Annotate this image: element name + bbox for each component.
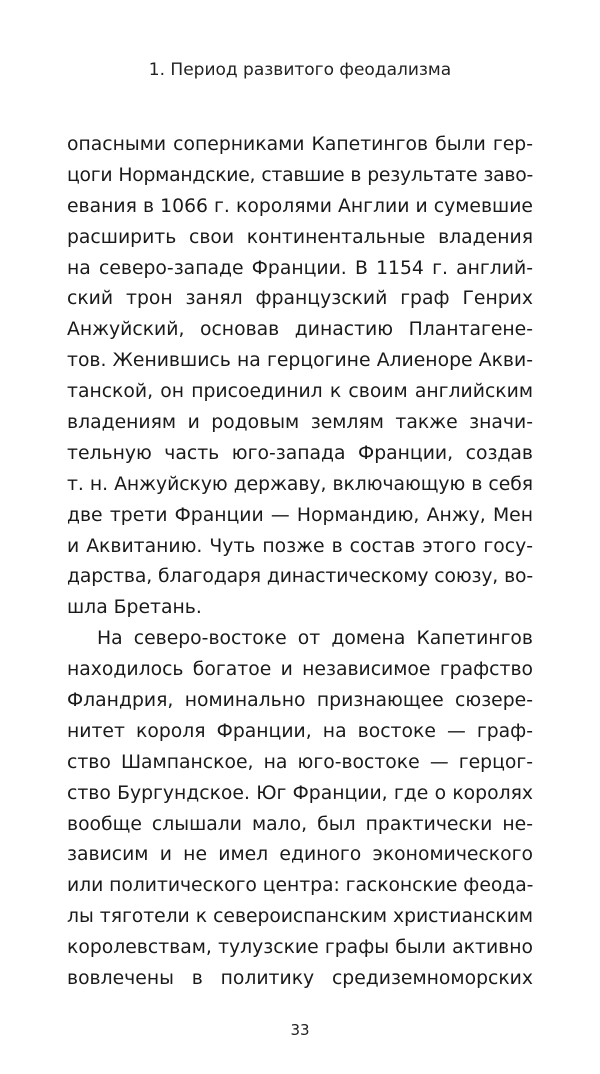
text-line: владениям и родовым землям также значи-: [67, 412, 533, 434]
text-line: королевствам, тулузские графы были активно: [67, 937, 533, 959]
text-line: т. н. Анжуйскую державу, включающую в себя: [67, 473, 533, 495]
text-line: лы тяготели к североиспанским христианским: [67, 906, 533, 928]
text-line: шла Бретань.: [67, 597, 202, 619]
running-header-title: 1. Период развитого феодализма: [148, 60, 452, 80]
text-line: цоги Нормандские, ставшие в результате заво-: [67, 164, 533, 186]
text-line: на северо-западе Франции. В 1154 г. англий-: [67, 257, 533, 279]
text-line: тов. Женившись на герцогине Алиеноре Акви-: [67, 350, 533, 372]
text-line: танской, он присоединил к своим английским: [67, 381, 533, 403]
text-line: ство Бургундское. Юг Франции, где о королях: [67, 782, 533, 804]
text-line: две трети Франции — Нормандию, Анжу, Мен: [67, 504, 533, 526]
text-line: ство Шампанское, на юго-востоке — герцог-: [67, 751, 533, 773]
text-line: ский трон занял французский граф Генрих: [67, 288, 533, 310]
text-line: расширить свои континентальные владения: [67, 226, 533, 248]
text-line: На северо-востоке от домена Капетингов: [97, 628, 533, 650]
text-line: находилось богатое и независимое графство: [67, 659, 533, 681]
text-line: и Аквитанию. Чуть позже в состав этого госу-: [67, 535, 533, 557]
paragraph-1: [67, 130, 533, 624]
text-line: опасными соперниками Капетингов были гер-: [67, 134, 533, 155]
text-line: или политического центра: гасконские феода-: [67, 875, 534, 897]
body-text: [67, 130, 533, 995]
text-line: зависим и не имел единого экономического: [67, 844, 533, 866]
paragraph-2: [67, 624, 533, 995]
text-line: вообще слышали мало, был практически не-: [67, 813, 533, 835]
text-line: Фландрия, номинально признающее сюзере-: [67, 690, 533, 712]
text-line: нитет короля Франции, на востоке — граф-: [67, 720, 533, 742]
page-number: 33: [290, 1021, 310, 1039]
text-line: тельную часть юго-запада Франции, создав: [67, 442, 533, 464]
text-line: дарства, благодаря династическому союзу, во-: [67, 566, 533, 588]
text-line: вовлечены в политику средиземноморских: [67, 968, 533, 990]
text-line: евания в 1066 г. королями Англии и сумевшие: [67, 195, 533, 217]
text-line: Анжуйский, основав династию Плантагене-: [67, 319, 533, 341]
